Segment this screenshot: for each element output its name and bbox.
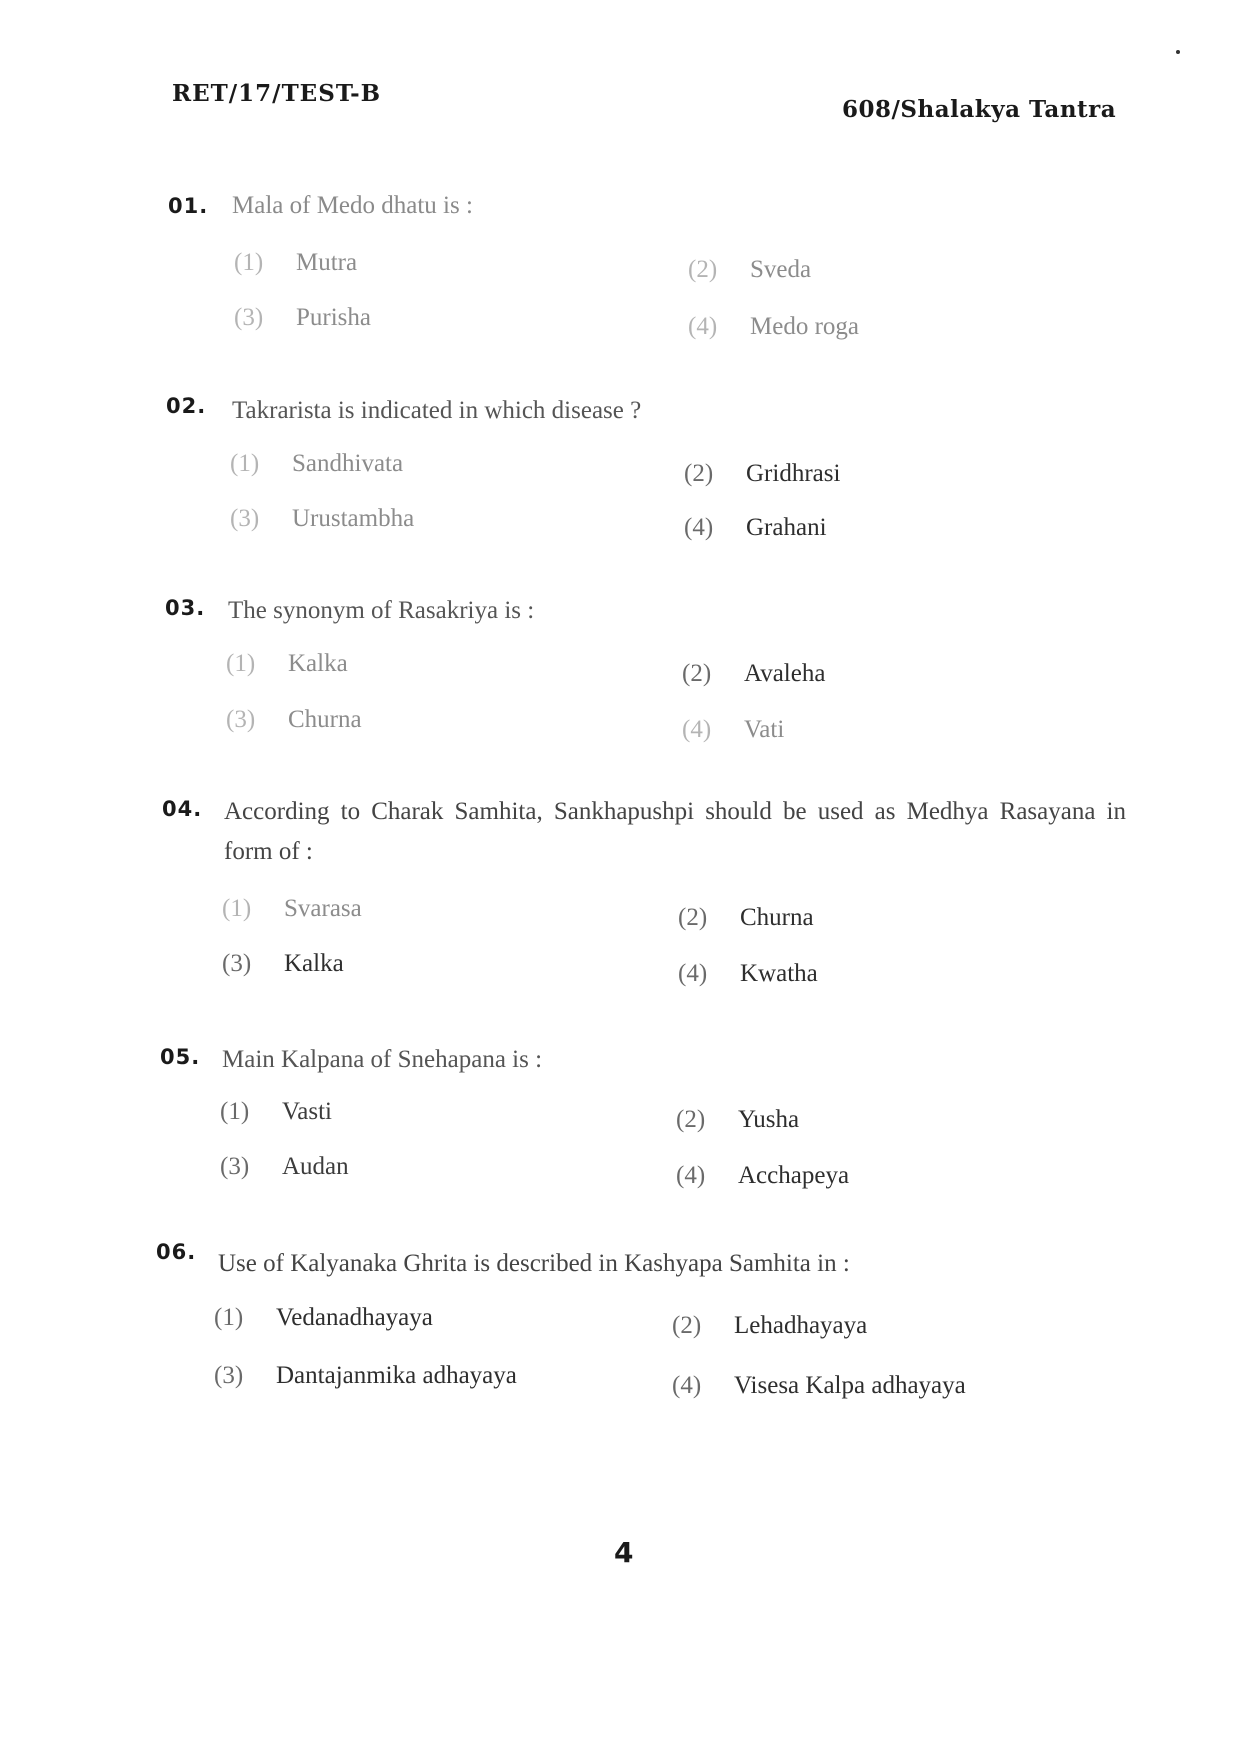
- question-number: 04.: [162, 797, 203, 821]
- option-4[interactable]: [672, 1372, 966, 1400]
- question-number: 06.: [156, 1240, 197, 1264]
- option-label: Grahani: [746, 514, 827, 541]
- option-label: Vedanadhayaya: [276, 1304, 433, 1331]
- option-label: Acchapeya: [738, 1162, 850, 1189]
- option-label: Kalka: [284, 950, 344, 977]
- option-label: Mutra: [296, 249, 358, 276]
- option-number: (4): [676, 1162, 706, 1189]
- option-number: (1): [220, 1098, 250, 1125]
- option-number: (3): [234, 304, 264, 331]
- option-label: Avaleha: [744, 660, 826, 687]
- option-4[interactable]: [688, 313, 859, 341]
- option-label: Sveda: [750, 256, 812, 283]
- option-number: (2): [682, 660, 712, 687]
- option-1[interactable]: [234, 249, 357, 277]
- question-text: Mala of Medo dhatu is :: [232, 192, 473, 219]
- option-label: Sandhivata: [292, 450, 404, 477]
- option-label: Kalka: [288, 650, 348, 677]
- option-2[interactable]: [676, 1106, 799, 1134]
- option-label: Medo roga: [750, 313, 859, 340]
- option-label: Churna: [288, 706, 362, 733]
- question-text: Use of Kalyanaka Ghrita is described in Kashyapa Samhita in :: [218, 1250, 850, 1277]
- option-label: Svarasa: [284, 895, 362, 922]
- option-label: Vati: [744, 716, 785, 743]
- option-label: Kwatha: [740, 960, 818, 987]
- option-1[interactable]: [220, 1098, 332, 1126]
- question-text: Main Kalpana of Snehapana is :: [222, 1046, 543, 1073]
- option-2[interactable]: [688, 256, 811, 284]
- page-number: 4: [614, 1536, 634, 1569]
- scan-speck: [1176, 50, 1180, 54]
- option-number: (2): [672, 1312, 702, 1339]
- option-number: (3): [220, 1153, 250, 1180]
- option-label: Churna: [740, 904, 814, 931]
- option-3[interactable]: [214, 1362, 517, 1390]
- option-1[interactable]: [214, 1304, 433, 1332]
- option-label: Yusha: [738, 1106, 800, 1133]
- option-2[interactable]: [672, 1312, 867, 1340]
- option-label: Purisha: [296, 304, 371, 331]
- option-number: (3): [230, 505, 260, 532]
- option-number: (1): [226, 650, 256, 677]
- option-2[interactable]: [682, 660, 825, 688]
- question-text: According to Charak Samhita, Sankhapushpi should be used as Medhya Rasayana in form of :: [224, 798, 1126, 865]
- option-label: Visesa Kalpa adhayaya: [734, 1372, 966, 1399]
- option-label: Dantajanmika adhayaya: [276, 1362, 517, 1389]
- option-number: (1): [234, 249, 264, 276]
- option-label: Gridhrasi: [746, 460, 841, 487]
- option-3[interactable]: [220, 1153, 349, 1181]
- option-4[interactable]: [676, 1162, 849, 1190]
- option-label: Lehadhayaya: [734, 1312, 868, 1339]
- option-number: (3): [222, 950, 252, 977]
- option-number: (2): [684, 460, 714, 487]
- question-text: The synonym of Rasakriya is :: [228, 597, 535, 624]
- option-3[interactable]: [222, 950, 344, 978]
- question-number: 03.: [165, 596, 206, 620]
- option-number: (3): [226, 706, 256, 733]
- subject-title: 608/Shalakya Tantra: [842, 96, 1117, 123]
- option-number: (1): [214, 1304, 244, 1331]
- option-3[interactable]: [234, 304, 371, 332]
- option-label: Audan: [282, 1153, 349, 1180]
- option-4[interactable]: [684, 514, 827, 542]
- option-3[interactable]: [226, 706, 362, 734]
- option-number: (1): [230, 450, 260, 477]
- question-number: 05.: [160, 1045, 201, 1069]
- option-number: (1): [222, 895, 252, 922]
- option-2[interactable]: [684, 460, 840, 488]
- question-number: 02.: [166, 394, 207, 418]
- option-label: Urustambha: [292, 505, 415, 532]
- question-number: 01.: [168, 194, 209, 218]
- option-label: Vasti: [282, 1098, 332, 1125]
- option-number: (3): [214, 1362, 244, 1389]
- option-number: (4): [682, 716, 712, 743]
- option-number: (2): [688, 256, 718, 283]
- option-number: (4): [684, 514, 714, 541]
- option-1[interactable]: [230, 450, 403, 478]
- option-3[interactable]: [230, 505, 414, 533]
- option-number: (4): [688, 313, 718, 340]
- option-2[interactable]: [678, 904, 814, 932]
- option-number: (4): [672, 1372, 702, 1399]
- option-4[interactable]: [682, 716, 784, 744]
- test-code: RET/17/TEST-B: [172, 80, 382, 107]
- option-number: (2): [676, 1106, 706, 1133]
- option-1[interactable]: [226, 650, 348, 678]
- option-1[interactable]: [222, 895, 362, 923]
- option-number: (4): [678, 960, 708, 987]
- option-number: (2): [678, 904, 708, 931]
- question-text: Takrarista is indicated in which disease ?: [232, 397, 642, 424]
- option-4[interactable]: [678, 960, 818, 988]
